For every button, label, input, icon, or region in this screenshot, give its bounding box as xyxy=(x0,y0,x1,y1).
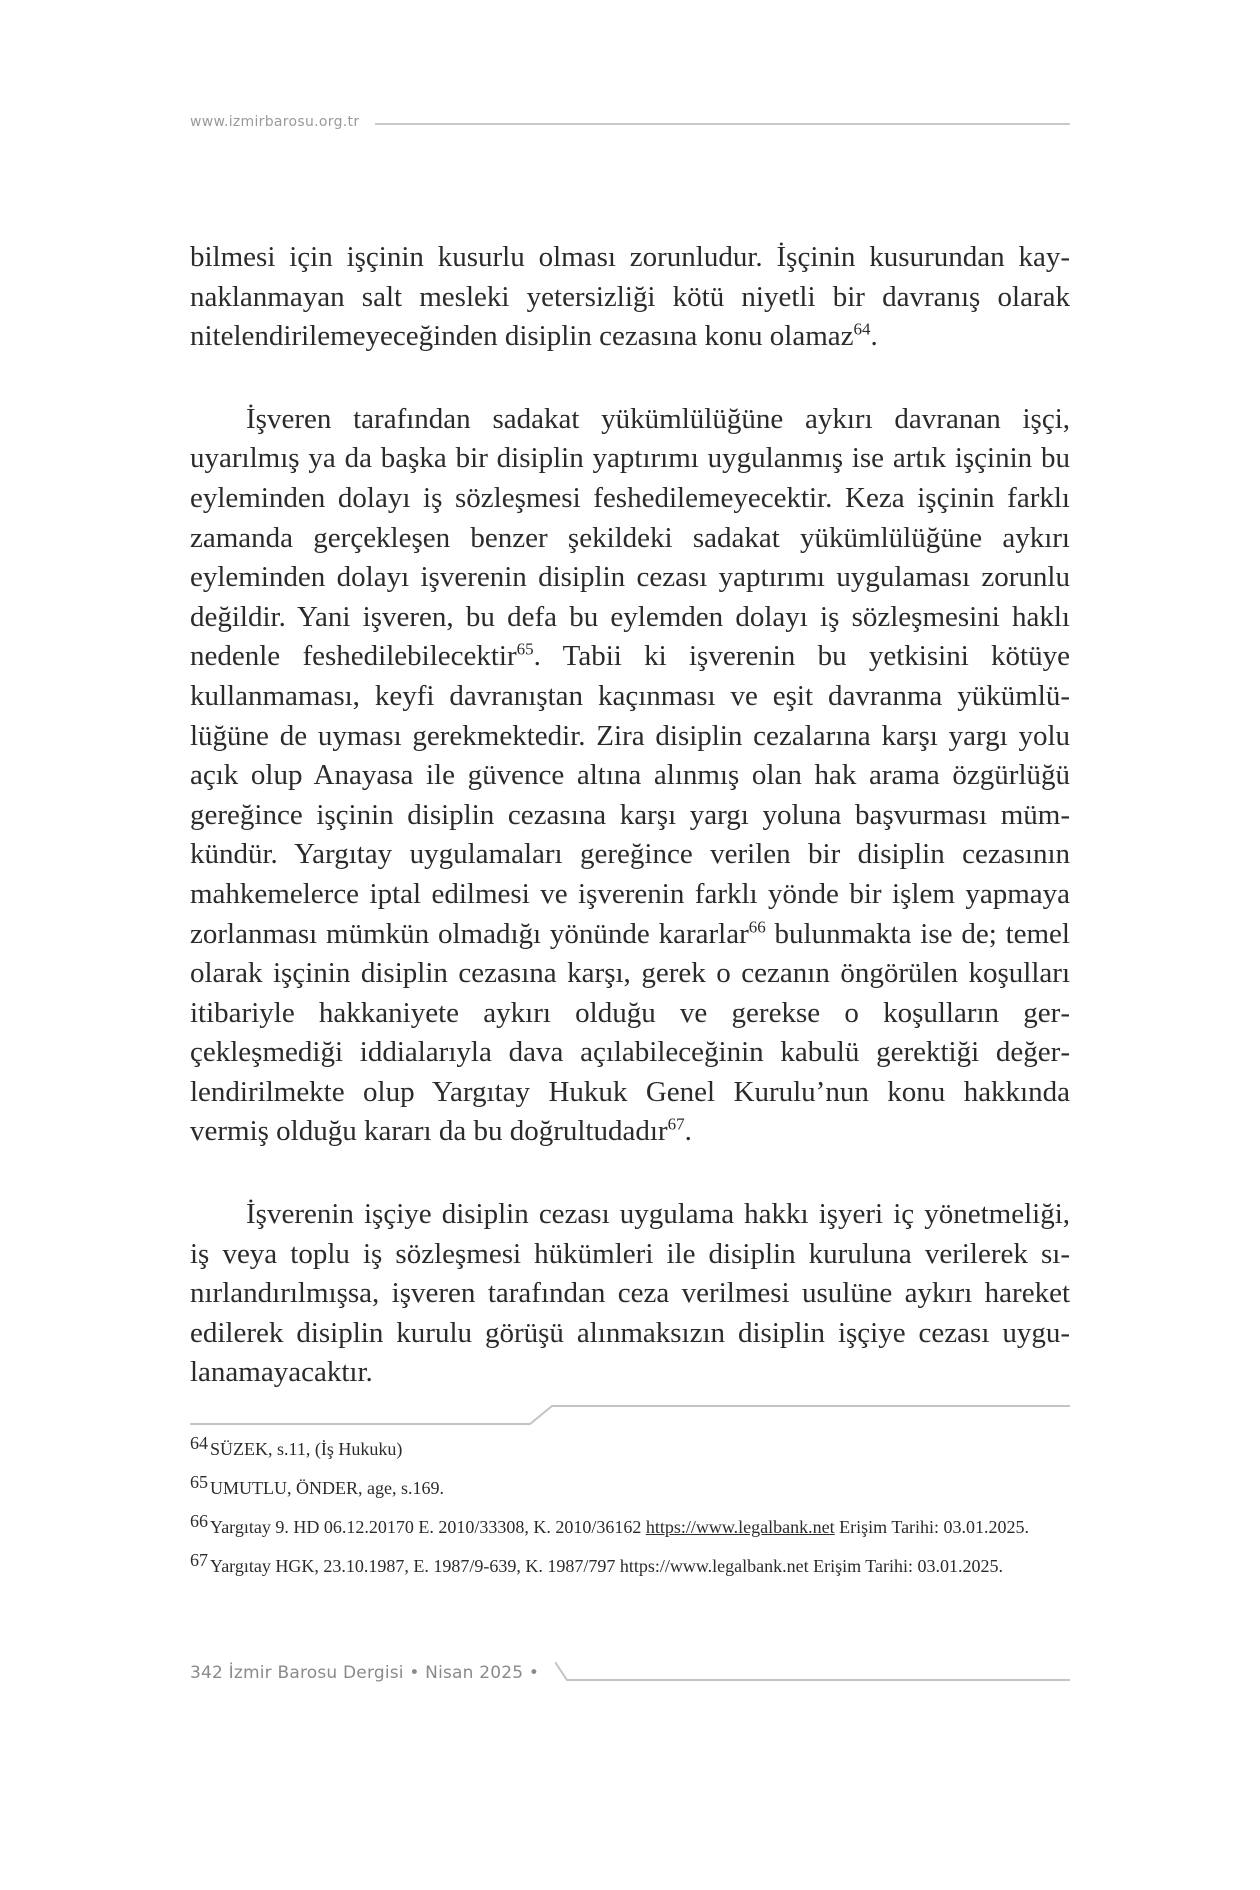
footnote-65 xyxy=(190,1472,1070,1502)
paragraph-2-text-b: . Tabii ki işverenin bu yetkisini kötüye kullanmaması, keyfi davranıştan kaçınması ve eşit davranma yükümlülüğüne de uyması gerekmektedir. Zira disiplin cezalarına karşı yargı yolu açık olup Anayasa ile güvence altına alınmış olan hak arama özgürlüğü gereğince işçinin disiplin cezasına karşı yargı yoluna başvurması mümkündür. Yargıtay uygulamaları gereğince verilen bir disiplin cezasının mahkemelerce iptal edilmesi ve işverenin farklı yönde bir işlem yapmaya zorlanması mümkün olmadığı yönünde kararlar xyxy=(190,640,1070,950)
footnote-number: 67 xyxy=(190,1550,208,1570)
paragraph-gap xyxy=(190,357,1070,400)
footnote-64 xyxy=(190,1433,1070,1463)
footnote-ref-65: 65 xyxy=(516,639,534,659)
paragraph-1 xyxy=(190,238,1070,357)
paragraph-2-text-a: İşveren tarafından sadakat yükümlülüğüne aykırı davranan işçi, uyarılmış ya da başka bir disiplin yaptırımı uygulanmış ise artık işçinin bu eyleminden dolayı iş sözleşmesi feshedilemeyecektir. Keza işçinin farklı zamanda gerçekleşen benzer şekildeki sadakat yükümlülüğüne aykırı eyleminden dolayı işverenin disiplin cezası yaptırımı uygulaması zorunlu değildir. Yani işveren, bu defa bu eylemden dolayı iş sözleşmesini haklı nedenle feshedilebilecektir xyxy=(190,402,1070,673)
paragraph-2 xyxy=(190,400,1070,1152)
footnote-text: SÜZEK, s.11, (İş Hukuku) xyxy=(210,1439,403,1459)
paragraph-1-text: bilmesi için işçinin kusurlu olması zorunludur. İşçinin kusurundan kaynaklanmayan salt mesleki yetersizliği kötü niyetli bir davranış olarak nitelendirilemeyeceğinden disiplin cezasına konu olamaz xyxy=(190,241,1070,353)
paragraph-2-text-c: bulunmakta ise de; temel olarak işçinin disiplin cezasına karşı, gerek o cezanın öngörülen koşulları itibariyle hakkaniyete aykırı olduğu ve gerekse o koşulların gerçekleşmediği iddialarıyla dava açılabileceğinin kabulü gerektiği değerlendirilmekte olup Yargıtay Hukuk Genel Kurulu’nun konu hakkında vermiş olduğu kararı da bu doğrultudadır xyxy=(190,917,1070,1148)
footnote-separator xyxy=(190,1404,1070,1426)
paragraph-gap xyxy=(190,1152,1070,1195)
paragraph-3-text: İşverenin işçiye disiplin cezası uygulama hakkı işyeri iç yönetmeliği, iş veya toplu iş sözleşmesi hükümleri ile disiplin kuruluna verilerek sınırlandırılmışsa, işveren tarafından ceza verilmesi usulüne aykırı hareket edilerek disiplin kurulu görüşü alınmaksızın disiplin işçiye cezası uygulanamayacaktır. xyxy=(190,1198,1070,1389)
footnotes xyxy=(190,1433,1070,1592)
footnote-text: Yargıtay 9. HD 06.12.20170 E. 2010/33308, K. 2010/36162 xyxy=(210,1517,646,1537)
footer-text: 342 İzmir Barosu Dergisi • Nisan 2025 • xyxy=(190,1663,540,1683)
page-header xyxy=(190,112,1070,136)
footnote-number: 64 xyxy=(190,1433,208,1453)
footnote-tail: Erişim Tarihi: 03.01.2025. xyxy=(834,1517,1030,1537)
paragraph-1-tail: . xyxy=(870,320,878,353)
footnote-67 xyxy=(190,1550,1070,1580)
footnote-number: 66 xyxy=(190,1511,208,1531)
footnote-link[interactable]: https://www.legalbank.net xyxy=(645,1517,835,1537)
paragraph-2-tail: . xyxy=(684,1115,692,1148)
footer-rule xyxy=(555,1660,1070,1682)
footnote-ref-64: 64 xyxy=(853,319,871,339)
header-url: www.izmirbarosu.org.tr xyxy=(190,114,360,130)
header-rule xyxy=(375,123,1070,125)
footnote-number: 65 xyxy=(190,1472,208,1492)
footnote-ref-66: 66 xyxy=(748,916,766,936)
footnote-text: Yargıtay HGK, 23.10.1987, E. 1987/9-639, K. 1987/797 https://www.legalbank.net Erişim Tarihi: 03.01.2025. xyxy=(210,1556,1004,1576)
body-text xyxy=(190,238,1070,1393)
footnote-ref-67: 67 xyxy=(667,1114,685,1134)
footnote-66 xyxy=(190,1511,1070,1541)
footnote-text: UMUTLU, ÖNDER, age, s.169. xyxy=(210,1478,444,1498)
page-footer xyxy=(190,1660,1070,1690)
paragraph-3 xyxy=(190,1195,1070,1393)
